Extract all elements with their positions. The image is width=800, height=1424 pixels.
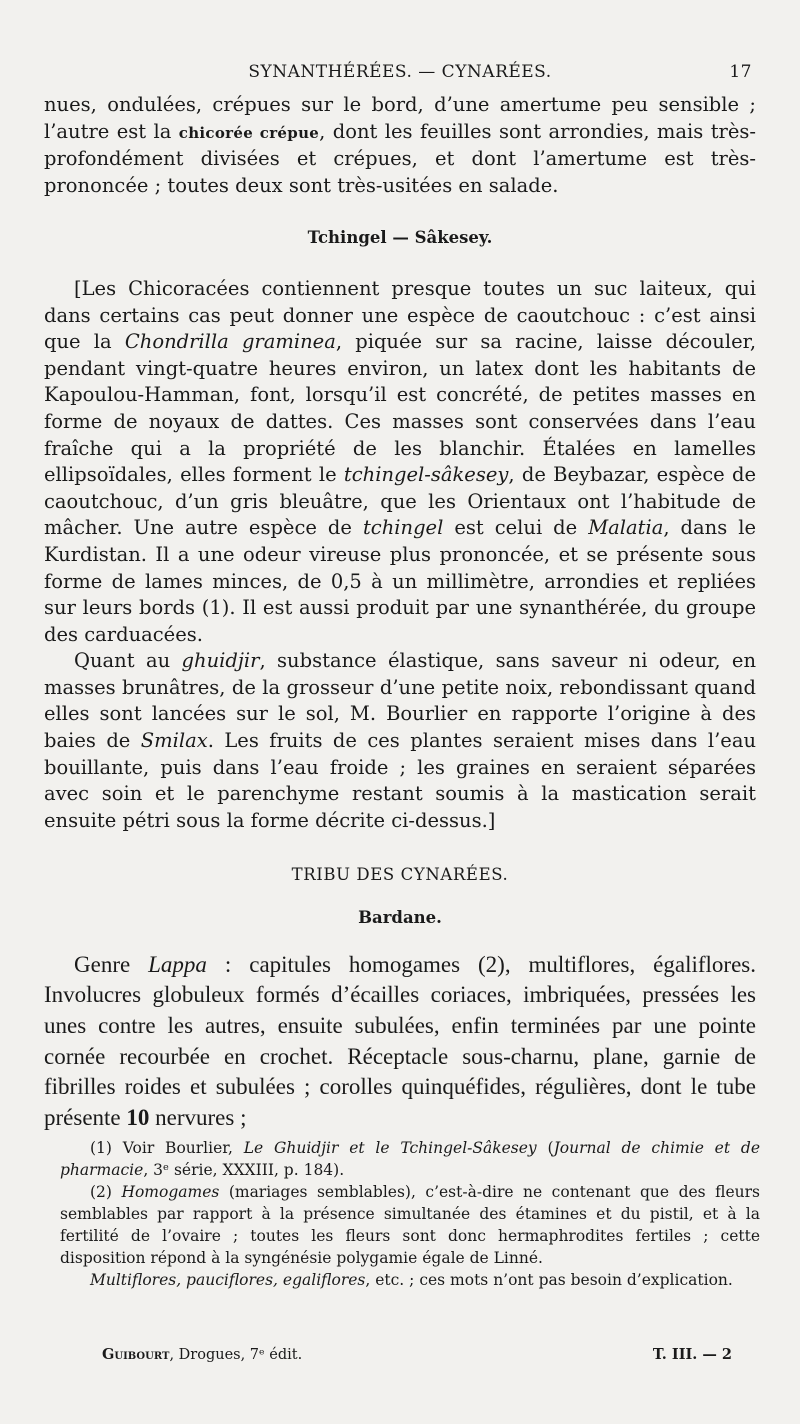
italic-term: Malatia: [588, 516, 664, 540]
footnote-1: [60, 1137, 760, 1181]
text-run: Quant au: [74, 649, 182, 673]
text-run: , piquée sur sa racine, laisse découler, pendant vingt-quatre heures environ, un latex dont les habitants de Kapoulou-Hamman, font, lorsqu’il est concrété, de petites masses en forme de noyaux de dattes. Ces masses sont conservées dans l’eau fraîche qui a la propriété de les blanchir. Étalées en lamelles ellipsoïdales, elles forment le: [44, 330, 757, 487]
footnote-3: [60, 1269, 760, 1291]
paragraph-lappa: [44, 950, 756, 1134]
text-run: (mariages semblables), c’est-à-dire ne contenant que des fleurs semblables par rapport à la présence simultanée des étamines et du pistil, et à la fertilité de l’ovaire ; toutes les fleurs sont donc hermaphrodites fertiles ; cette disposition répond à la syngénésie polygamie égale de Linné.: [60, 1183, 760, 1267]
running-header: [48, 62, 752, 90]
bold-number: 10: [126, 1105, 150, 1131]
header-title: SYNANTHÉRÉES. — CYNARÉES.: [248, 62, 552, 82]
italic-term: tchingel: [362, 516, 444, 540]
text-run: nues, ondulées, crépues sur le bord, d’une amertume peu sensible ; l’autre est la: [44, 93, 756, 143]
text-run: : capitules homogames (2), multiflores, égaliflores. Involucres globuleux formés d’écailles coriaces, imbriquées, pressées les unes contre les autres, ensuite subulées, enfin terminées par une pointe cornée recourbée en crochet. Réceptacle sous-charnu, plane, garnie de fibrilles roides et subulées ; corolles quinquéfides, régulières, dont le tube présente: [44, 951, 756, 1131]
italic-term: Le Ghuidjir et le Tchingel-Sâkesey: [243, 1139, 537, 1157]
italic-term: Lappa: [148, 951, 207, 977]
section-title-tchingel: Tchingel — Sâkesey.: [307, 228, 493, 248]
text-run: nervures ;: [149, 1105, 247, 1131]
footer-author: Guibourt: [102, 1346, 170, 1363]
text-run: (2): [90, 1183, 122, 1201]
text-run: , de Beybazar, espèce de caoutchouc, d’un gris bleuâtre, que les Orientaux ont l’habitude de mâcher. Une autre espèce de: [44, 463, 756, 540]
text-run: [Les Chicoracées contiennent presque toutes un suc laiteux, qui dans certains cas peut donner une espèce de caoutchouc : c’est ainsi que la: [44, 276, 756, 354]
text-run: est celui de: [443, 516, 589, 540]
text-run: , dans le Kurdistan. Il a une odeur vireuse plus prononcée, et se présente sous forme de lames minces, de 0,5 à un millimètre, arrondies et repliées sur leurs bords (1). Il est aussi produit par une synanthérée, du groupe des carduacées.: [44, 516, 756, 646]
text-run: (: [536, 1139, 554, 1157]
main-text: [44, 92, 756, 1134]
paragraph-chicoracees: [44, 276, 756, 648]
text-run: , substance élastique, sans saveur ni odeur, en masses brunâtres, de la grosseur d’une petite noix, rebondissant quand elles sont lancées sur le sol, M. Bourlier en rapporte l’origine à des baies de: [44, 649, 757, 753]
term-chicoree-crepue: chicorée crépue: [178, 123, 320, 142]
text-run: , dont les feuilles sont arrondies, mais très-profondément divisées et crépues, et dont l’amertume est très-prononcée ; toutes deux sont très-usitées en salade.: [44, 119, 756, 197]
italic-term: Journal de chimie et de pharmacie: [60, 1139, 760, 1179]
italic-term: Homogames: [121, 1183, 220, 1201]
italic-term: tchingel-sâkesey: [343, 463, 509, 487]
page-number: 17: [729, 62, 752, 82]
tribe-heading: TRIBU DES CYNARÉES.: [291, 865, 509, 885]
footer-signature: [102, 1346, 302, 1363]
italic-term: Multiflores, pauciflores, egaliflores: [90, 1271, 366, 1289]
subheading-bardane: Bardane.: [358, 908, 442, 928]
text-run: (1) Voir Bourlier,: [90, 1139, 244, 1157]
text-run: , etc. ; ces mots n’ont pas besoin d’explication.: [365, 1271, 733, 1289]
footnotes: [60, 1137, 760, 1291]
italic-term: Smilax: [140, 729, 208, 753]
text-run: . Les fruits de ces plantes seraient mises dans l’eau bouillante, puis dans l’eau froide ; les graines en seraient séparées avec soin et le parenchyme restant soumis à la mastication serait ensuite pétri sous la forme décrite ci-dessus.]: [44, 729, 757, 832]
paragraph-ghuidjir: [44, 648, 756, 834]
text-run: Genre: [74, 951, 149, 977]
footer-volume: T. III. — 2: [652, 1346, 732, 1363]
footnote-2: [60, 1181, 760, 1269]
footer-edition: , Drogues, 7ᵉ édit.: [169, 1347, 303, 1363]
italic-term: Chondrilla graminea: [124, 330, 336, 354]
paragraph-chicoree: [44, 92, 756, 199]
text-run: , 3ᵉ série, XXXIII, p. 184).: [143, 1161, 345, 1179]
italic-term: ghuidjir: [181, 649, 260, 673]
